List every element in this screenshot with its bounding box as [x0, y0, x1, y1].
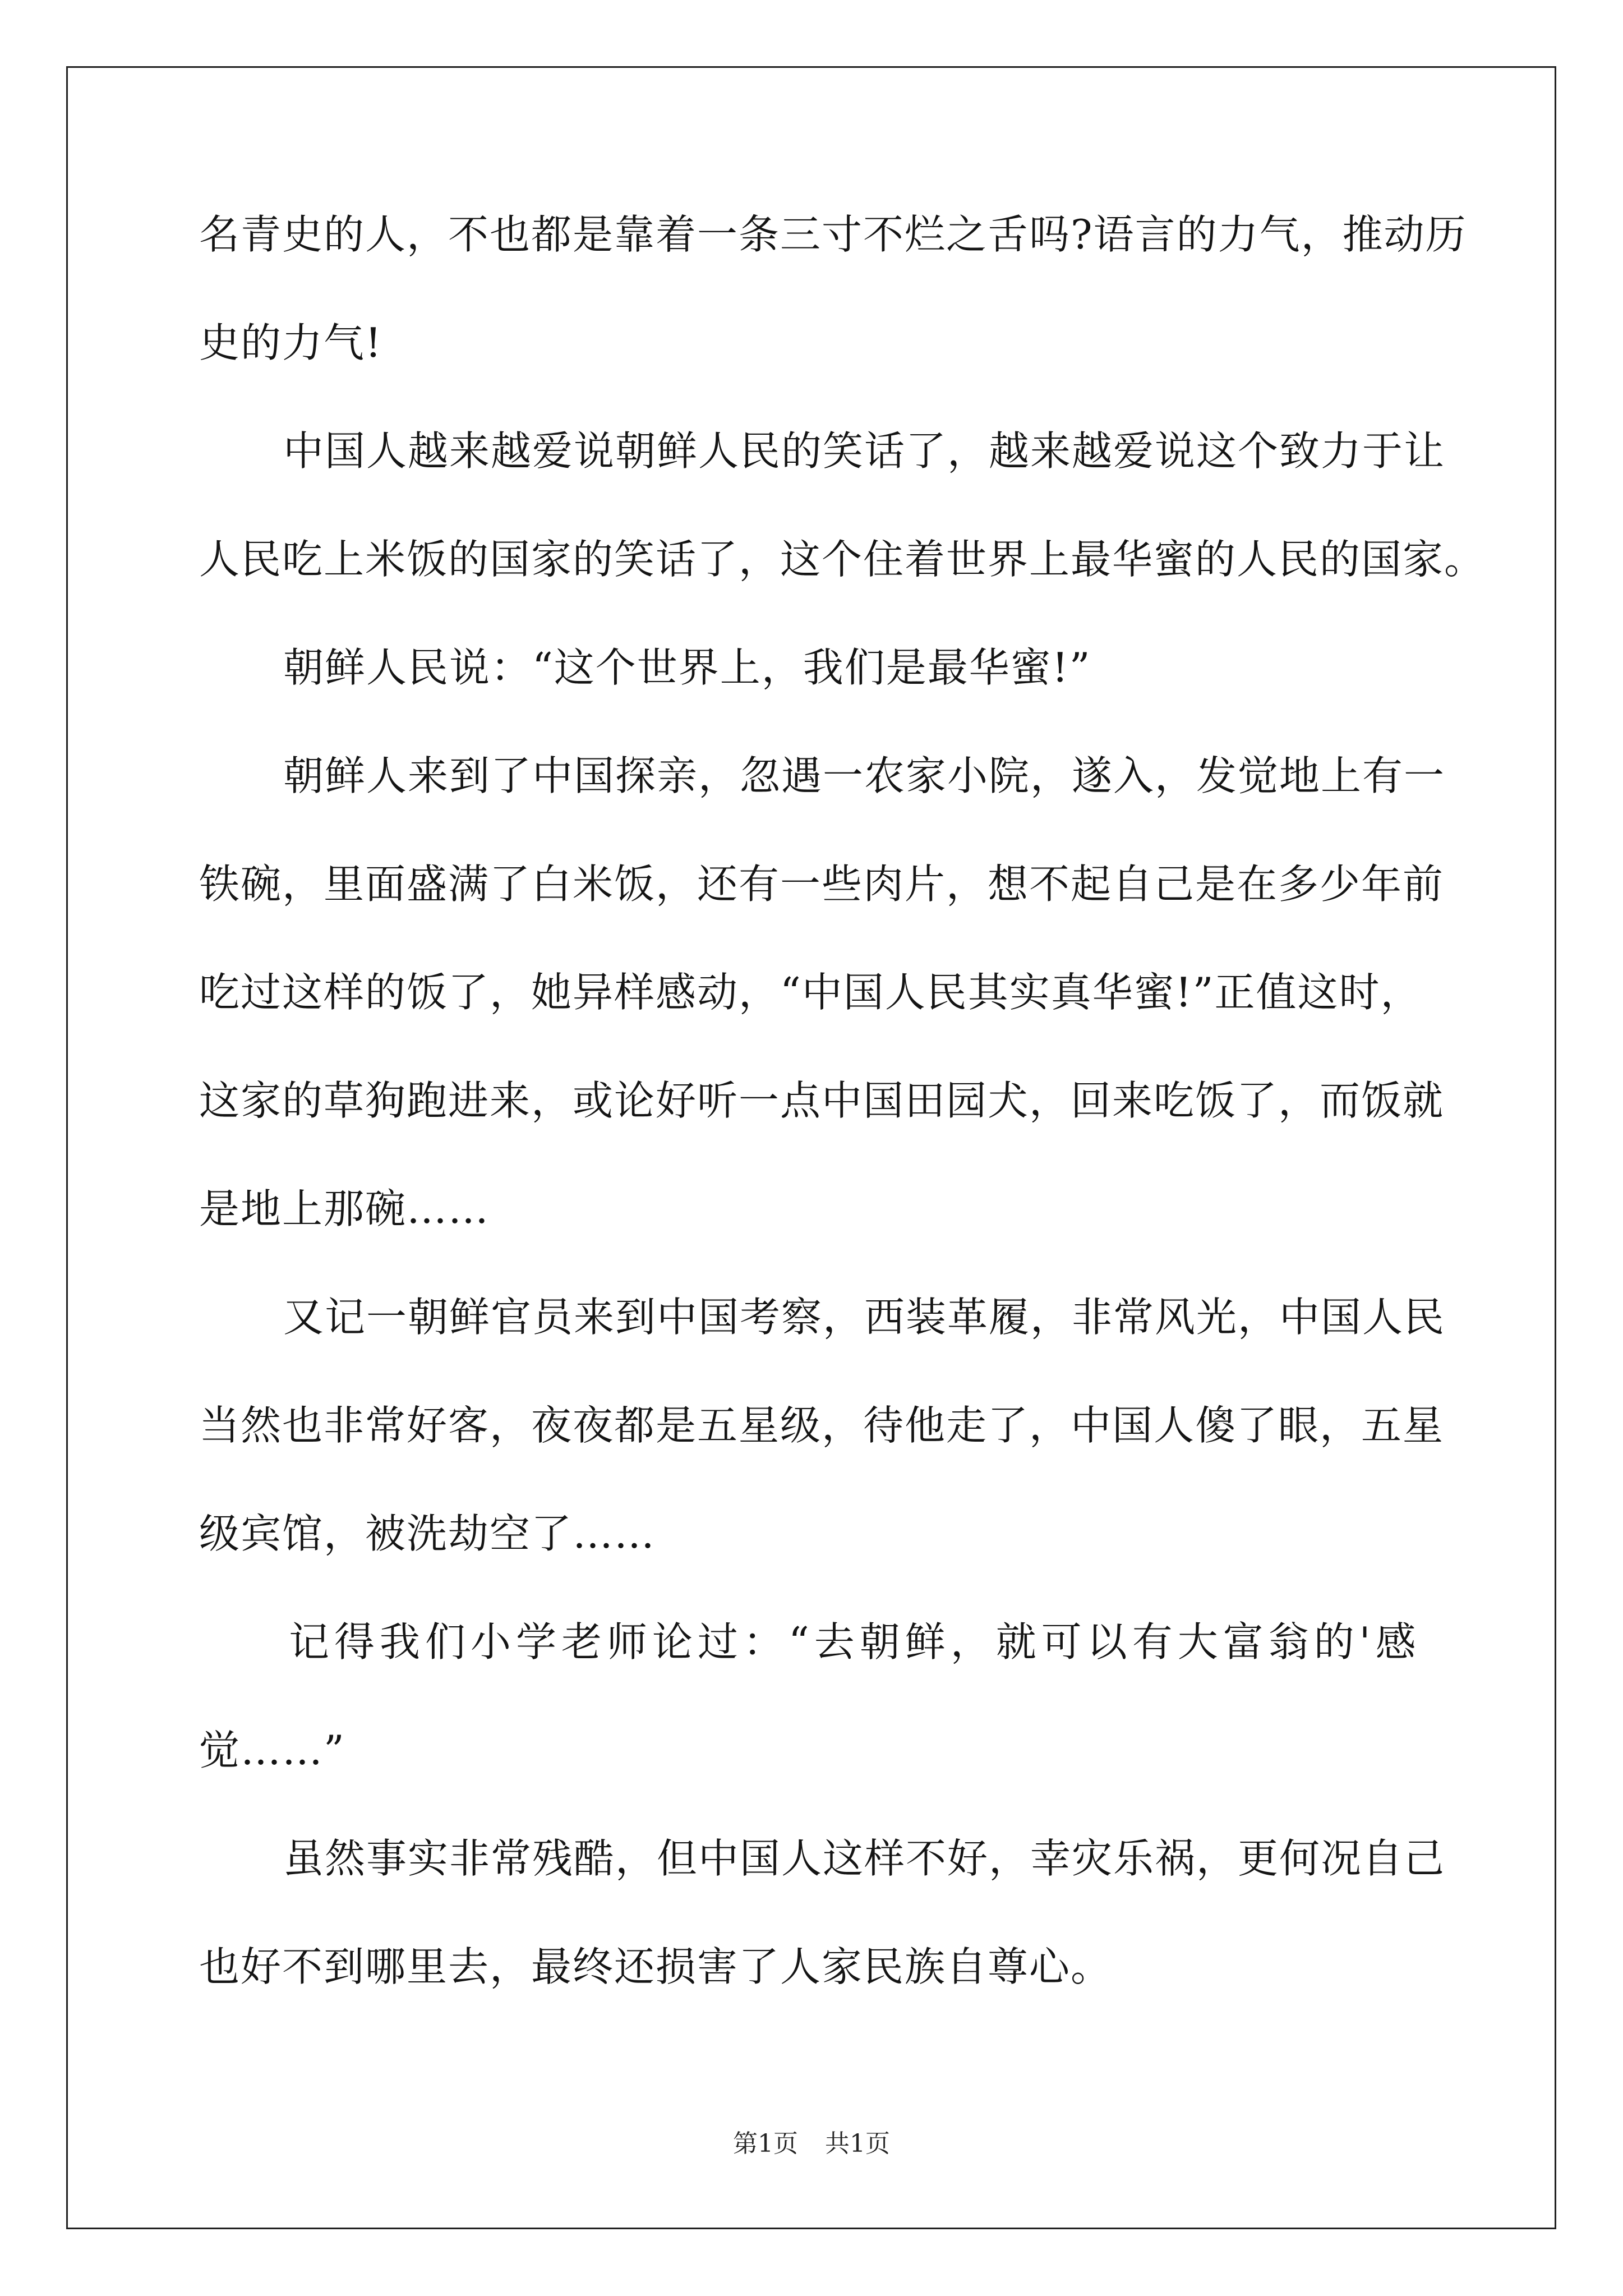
text-line: 当然也非常好客，夜夜都是五星级，待他走了，中国人傻了眼，五星 [199, 1402, 1445, 1449]
document-body [199, 208, 1486, 2048]
text-line: 名青史的人，不也都是靠着一条三寸不烂之舌吗?语言的力气，推动历 [199, 211, 1467, 258]
text-line: 史的力气! [199, 319, 382, 366]
paragraph-start-line: 朝鲜人来到了中国探亲，忽遇一农家小院，遂入，发觉地上有一 [283, 752, 1446, 799]
text-line: 级宾馆，被洗劫空了…… [199, 1510, 656, 1557]
text-line: 吃过这样的饭了，她异样感动，“中国人民其实真华蜜!”正值这时， [199, 969, 1422, 1016]
text-line: 是地上那碗…… [199, 1185, 490, 1232]
paragraph-start-line: 中国人越来越爱说朝鲜人民的笑话了，越来越爱说这个致力于让 [283, 427, 1446, 475]
text-line: 铁碗，里面盛满了白米饭，还有一些肉片，想不起自己是在多少年前 [199, 861, 1445, 908]
text-line: 也好不到哪里去，最终还损害了人家民族自尊心。 [199, 1943, 1113, 1990]
text-line: 人民吃上米饭的国家的笑话了，这个住着世界上最华蜜的人民的国家。 [199, 536, 1486, 583]
paragraph-start-line: 朝鲜人民说：“这个世界上，我们是最华蜜!” [283, 644, 1091, 691]
page-footer [0, 2128, 1623, 2160]
page-total: 共1页 [825, 2129, 890, 2158]
paragraph-start-line: 又记一朝鲜官员来到中国考察，西装革履，非常风光，中国人民 [283, 1294, 1446, 1341]
text-line: 这家的草狗跑进来，或论好听一点中国田园犬，回来吃饭了，而饭就 [199, 1077, 1445, 1124]
paragraph-start-line: 记得我们小学老师论过：“去朝鲜，就可以有大富翁的'感 [289, 1618, 1421, 1665]
text-line: 觉……” [199, 1727, 345, 1774]
paragraph-start-line: 虽然事实非常残酷，但中国人这样不好，幸灾乐祸，更何况自己 [283, 1835, 1446, 1882]
page-number: 第1页 [733, 2129, 798, 2158]
